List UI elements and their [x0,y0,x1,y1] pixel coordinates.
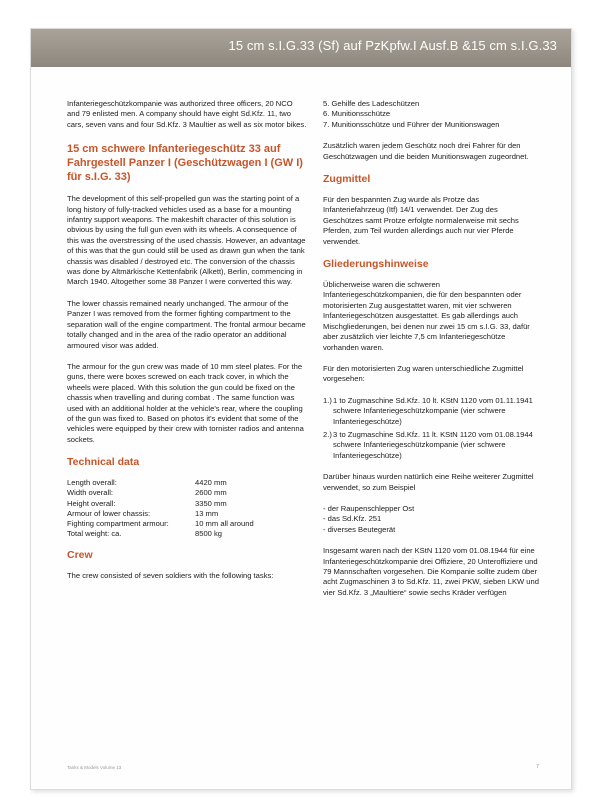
development-paragraph: The development of this self-propelled gun was the starting point of a long history of fully-tracked vehicles used as a base for a mounting infantry support weapons. The makeshift character of this solution is obvious by using the full gun even with its wheels. A consequence of this was the overstressing of the used chassis. However, an advantage of this was that the gun could still be used as drawn gun when the tank chassis was disabled / destroyed etc. The conversion of the chassis was done by Altmärkische Kettenfabrik (Alkett), Berlin, commencing in March 1940. Altogether some 38 Panzer I were converted this way. [67,194,306,287]
tech-label: Armour of lower chassis: [67,508,151,518]
item-number: 2.) [323,429,332,439]
tech-label: Height overall: [67,498,116,508]
gliederung-heading: Gliederungshinweise [323,258,429,271]
right-column [323,99,539,609]
page-number: 7 [535,764,539,770]
tech-label: Width overall: [67,488,114,498]
item-text: 1 to Zugmaschine Sd.Kfz. 10 lt. KStN 1120 vom 01.11.1941 schwere Infanteriegeschützkompanie (vier schwere Infanteriegeschütze) [333,395,533,426]
chassis-paragraph: The lower chassis remained nearly unchanged. The armour of the Panzer I was removed from the former fighting compartment to the separation wall of the engine compartment. The frontal armour became totally changed and in the area of the radio operator an additional armoured visor was added. [67,298,306,350]
table-row [67,488,254,498]
tech-label: Fighting compartment armour: [67,518,169,528]
list-item: - das Sd.Kfz. 251 [323,514,382,524]
footer-publication: Tanks & Models Volume 13 [67,765,122,770]
intro-paragraph: Infanteriegeschützkompanie was authorized three officers, 20 NCO and 79 enlisted men. A company should have eight Sd.Kfz. 11, two cars, seven vans and four Sd.Kfz. 3 Maultier as well as six motor bikes. [67,99,307,129]
table-row [67,509,254,519]
tech-value: 4420 mm [195,478,227,488]
gliederung-paragraph-2: Für den motorisierten Zug waren unterschiedliche Zugmittel vorgesehen: [323,363,524,384]
list-item [323,430,539,461]
crew-heading: Crew [67,549,93,562]
armour-paragraph: The armour for the gun crew was made of 10 mm steel plates. For the guns, there were boxes screwed on each track cover, in which the wheels were placed. With this solution the gun could be fixed on the chassis when travelling and during combat . The same function was used with an additional holder at the vehicle's rear, where the coupling of the gun was fixed to. Based on photos it's evident that some of the vehicles were equipped by their crew with tornister radios and antenna sockets. [67,361,304,444]
technical-data-table [67,478,254,539]
list-item [323,396,539,427]
page-title: 15 cm s.I.G.33 (Sf) auf PzKpfw.I Ausf.B &15 cm s.I.G.33 [228,38,557,53]
gliederung-paragraph-4: Insgesamt waren nach der KStN 1120 vom 01.08.1944 für eine Infanteriegeschützkompanie drei Offiziere, 20 Unteroffiziere und 79 Mannschaften vorgesehen. Die Kompanie sollte zudem über acht Zugmaschinen 3 to Sd.Kfz. 11, zwei PKW, sieben LKW und vier Sd.Kfz. 3 „Maultiere“ sowie sechs Kräder verfügen [323,546,539,597]
table-row [67,499,254,509]
gliederung-paragraph-1: Üblicherweise waren die schweren Infanteriegeschützkompanien, die für den bespannten oder motorisierten Zug ausgestattet waren, mit vier schweren Infanteriegeschützen ausgestattet. Es gab allerdings auch Mischgliederungen, bei denen nur zwei 15 cm s.I.G. 33, dafür aber zusätzlich vier leichte 7,5 cm Infanteriegeschütze vorhanden waren. [323,280,530,352]
list-item: 7. Munitionsschütze und Führer der Munitionswagen [323,119,500,129]
list-item: 6. Munitionsschütze [323,109,391,119]
table-row [67,519,254,529]
tech-label: Length overall: [67,478,117,488]
tech-value: 3350 mm [195,498,227,508]
list-item: - der Raupenschlepper Ost [323,503,415,513]
header-band [31,29,571,67]
gliederung-paragraph-3: Darüber hinaus wurden natürlich eine Reihe weiterer Zugmittel verwendet, so zum Beispiel [323,472,534,492]
crew-paragraph: The crew consisted of seven soldiers with the following tasks: [67,571,274,581]
tech-value: 2600 mm [195,488,227,498]
item-text: 3 to Zugmaschine Sd.Kfz. 11 lt. KStN 1120 vom 01.08.1944 schwere Infanteriegeschützkompanie (vier schwere Infanteriegeschütze) [333,429,533,460]
zugmittel-heading: Zugmittel [323,173,371,186]
tech-value: 13 mm [195,508,219,518]
technical-data-heading: Technical data [67,456,140,469]
dash-list [323,504,539,535]
list-item: 5. Gehilfe des Ladeschützen [323,99,420,108]
list-item: - diverses Beutegerät [323,524,396,534]
document-page [30,28,572,790]
numbered-list [323,396,539,461]
tech-value: 10 mm all around [195,518,254,528]
table-row [67,478,254,488]
crew-list [323,99,539,130]
table-row [67,529,254,539]
left-column [67,99,307,593]
section-heading-sig33: 15 cm schwere Infanteriegeschütz 33 auf Fahrgestell Panzer I (Geschützwagen I (GW I) für s.I.G. 33) [67,143,303,184]
zugmittel-paragraph: Für den bespannten Zug wurde als Protze das Infanteriefahrzeug (Itf) 14/1 verwendet. Der Zug des Geschützes samt Protze erfolgte normalerweise mit sechs Pferden, zum Teil wurden allerdings auch nur vier Pferde verwendet. [323,195,519,246]
tech-label: Total weight: ca. [67,529,122,539]
crew-note-paragraph: Zusätzlich waren jedem Geschütz noch drei Fahrer für den Geschützwagen und die beiden Munitionswagen zugeordnet. [323,141,529,161]
item-number: 1.) [323,395,332,405]
tech-value: 8500 kg [195,529,223,539]
